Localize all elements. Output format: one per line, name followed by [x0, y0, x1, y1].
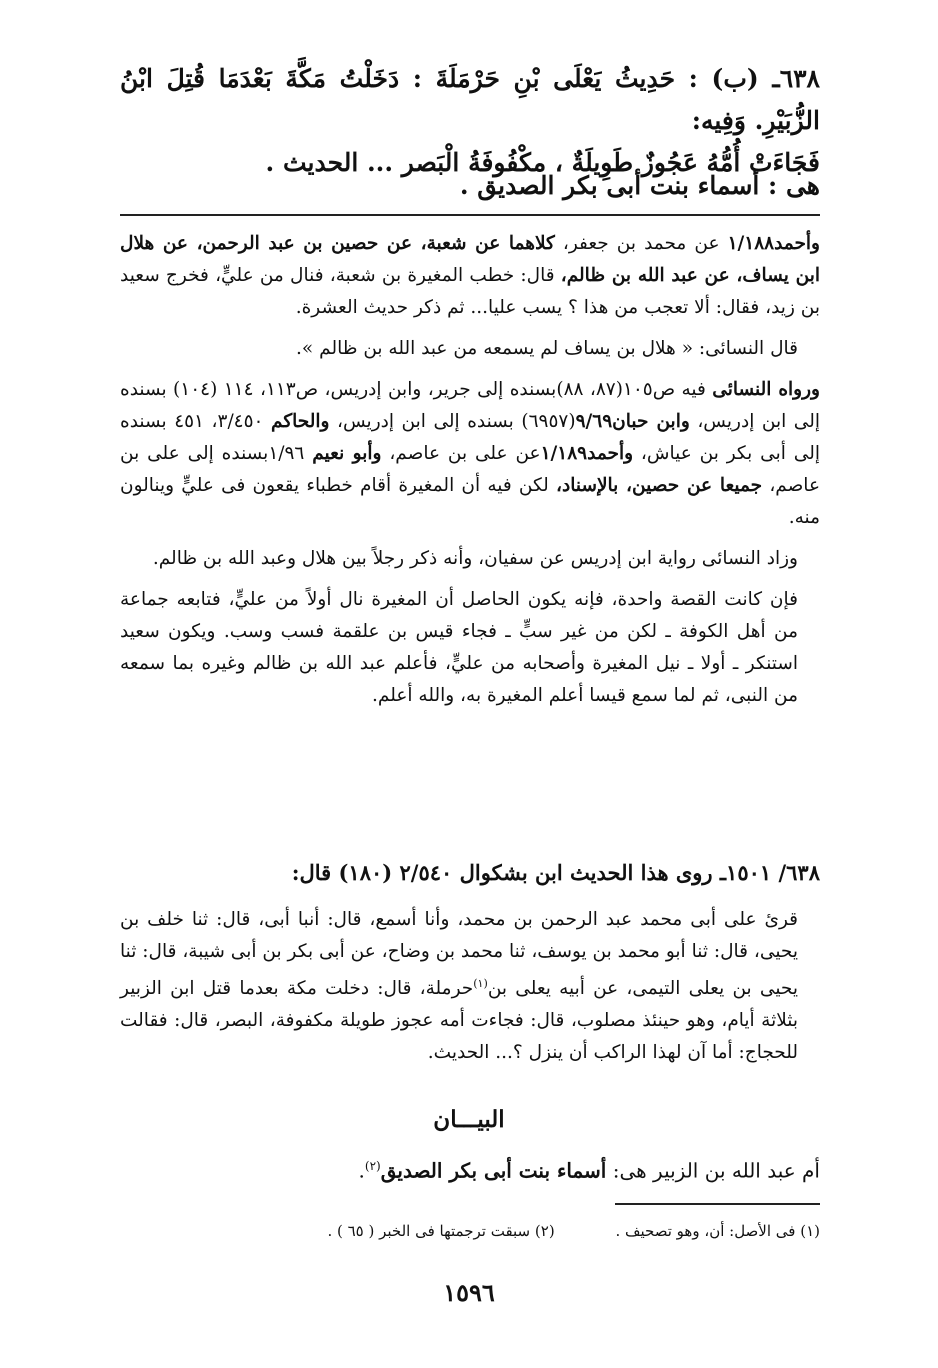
p3-text-e: ١/٩٦بسنده إلى على بن عاصم،	[120, 443, 820, 496]
source-ahmad-2: وأحمد١/١٨٩	[540, 443, 634, 464]
footnote-divider	[615, 1203, 820, 1205]
isnad-note: جميعا عن حصين، بالإسناد،	[556, 475, 763, 496]
footnote-ref-1: (١)	[473, 977, 488, 990]
p1-text-b: قال: خطب المغيرة بن شعبة، فنال من عليٍّ، فخرج سعيد بن زيد، فقال: ألا تعجب من هذا ؟ يسب عليا... ثم ذكر حديث العشرة.	[120, 265, 820, 318]
p3-text-d: عن على بن عاصم،	[381, 443, 541, 464]
section-2-body	[120, 904, 820, 1069]
source-nasai: ورواه النسائى	[712, 379, 820, 400]
paragraph-3	[120, 374, 820, 534]
p3-text-f: لكن فيه أن المغيرة أقام خطباء يقعون فى عليٍّ وينالون منه.	[120, 475, 820, 528]
p3-text-c: ٣/٤٥٠، ٤٥١ بسنده إلى أبى بكر بن عياش،	[120, 411, 820, 464]
mother-end: .	[358, 1158, 365, 1183]
paragraph-5: فإن كانت القصة واحدة، فإنه يكون الحاصل أن المغيرة نال أولاً من عليٍّ، فتابعه جماعة من أهل الكوفة ـ لكن من غير سبٍّ ـ فجاء قيس بن علقمة فسب وسب. ويكون سعيد استنكر ـ أولا ـ نيل المغيرة وأصحابه من عليٍّ، فأعلم عبد الله بن ظالم وغيره بما سمعه من النبى، ثم لما سمع قيسا أعلم المغيرة به، والله أعلم.	[120, 589, 798, 706]
section-1	[120, 228, 820, 712]
mother-name: أسماء بنت أبى بكر الصديق	[380, 1158, 607, 1183]
answer-line: هى : أسماء بنت أبى بكر الصديق .	[459, 171, 820, 200]
p3-text-a: فيه ص١٠٥(٨٧، ٨٨)بسنده إلى جرير، وابن إدريس، ص١١٣، ١١٤ (١٠٤) بسنده إلى ابن إدريس،	[120, 379, 820, 432]
mother-line	[120, 1148, 820, 1189]
footnote-ref-2: (٢)	[364, 1159, 381, 1173]
section-2-text-b: حرملة، قال: دخلت مكة بعدما قتل ابن الزبير بثلاثة أيام، وهو حينئذ مصلوب، قال: فجاءت أمه عجوز طويلة مكفوفة، البصر، قال: فقالت للحجاج: أما آن لهذا الراكب أن ينزل ؟... الحديث.	[120, 978, 798, 1064]
paragraph-1	[120, 228, 820, 324]
source-abu-nuaym: وأبو نعيم	[312, 443, 382, 464]
p1-text-a: عن محمد بن جعفر،	[554, 233, 728, 254]
section-divider	[120, 214, 820, 216]
bayan-heading: البيـــان	[433, 1106, 505, 1133]
section-2-heading-rest: (١٨٠) قال:	[291, 860, 400, 885]
isnad-chain: كلاهما عن شعبة، عن حصين بن عبد الرحمن، عن هلال ابن يساف، عن عبد الله بن ظالم،	[120, 233, 820, 286]
section-2-heading-bold: ٦٣٨/ ١٥٠١ـ روى هذا الحديث ابن بشكوال ٢/٥٤٠	[399, 860, 820, 885]
section-2-text-a: قرئ على أبى محمد عبد الرحمن بن محمد، وأنا أسمع، قال: أنبا أبى، قال: ثنا خلف بن يحيى، قال: ثنا أبو محمد بن يوسف، ثنا محمد بن وضاح، عن أبى بكر بن أبى شيبة، قال: ثنا يحيى بن يعلى التيمى، عن أبيه يعلى بن	[120, 909, 798, 1000]
footnotes	[327, 1219, 820, 1243]
hadith-line-1	[120, 58, 820, 142]
section-2-paragraph	[120, 904, 820, 1069]
hadith-line-2: فَجَاءَتْ أُمُّهُ عَجُوزٌ طَوِيلَةٌ ، مكْفُوفَةُ الْبَصر ... الحديث .	[265, 148, 820, 177]
source-hakim: والحاكم	[271, 411, 330, 432]
footnote-2: (٢) سبقت ترجمتها فى الخبر ( ٦٥ ) .	[327, 1222, 555, 1240]
paragraph-4: وزاد النسائى رواية ابن إدريس عن سفيان، وأنه ذكر رجلاً بين هلال وعبد الله بن ظالم.	[152, 548, 798, 569]
mother-text: أم عبد الله بن الزبير هى:	[606, 1158, 820, 1183]
footnote-1: (١) فى الأصل: أن، وهو تصحيف .	[615, 1222, 820, 1240]
paragraph-2: قال النسائى: « هلال بن يساف لم يسمعه من عبد الله بن ظالم ».	[296, 338, 798, 359]
source-ibn-hibban: وابن حبان٩/٦٩	[575, 411, 690, 432]
hadith-number: ٦٣٨ـ (ب) :	[688, 64, 820, 93]
p3-text-b: (٦٩٥٧) بسنده إلى ابن إدريس،	[329, 411, 576, 432]
source-ahmad: وأحمد١/١٨٨	[727, 233, 820, 254]
page-number: ١٥٩٦	[443, 1278, 495, 1307]
section-2-heading	[120, 856, 820, 890]
hadith-text-1: حَدِيثُ يَعْلَى بْنِ حَرْمَلَةَ : دَخَلْتُ مَكَّةَ بَعْدَمَا قُتِلَ ابْنُ الزُّبَيْرِ. وَفِيه:	[120, 64, 820, 135]
